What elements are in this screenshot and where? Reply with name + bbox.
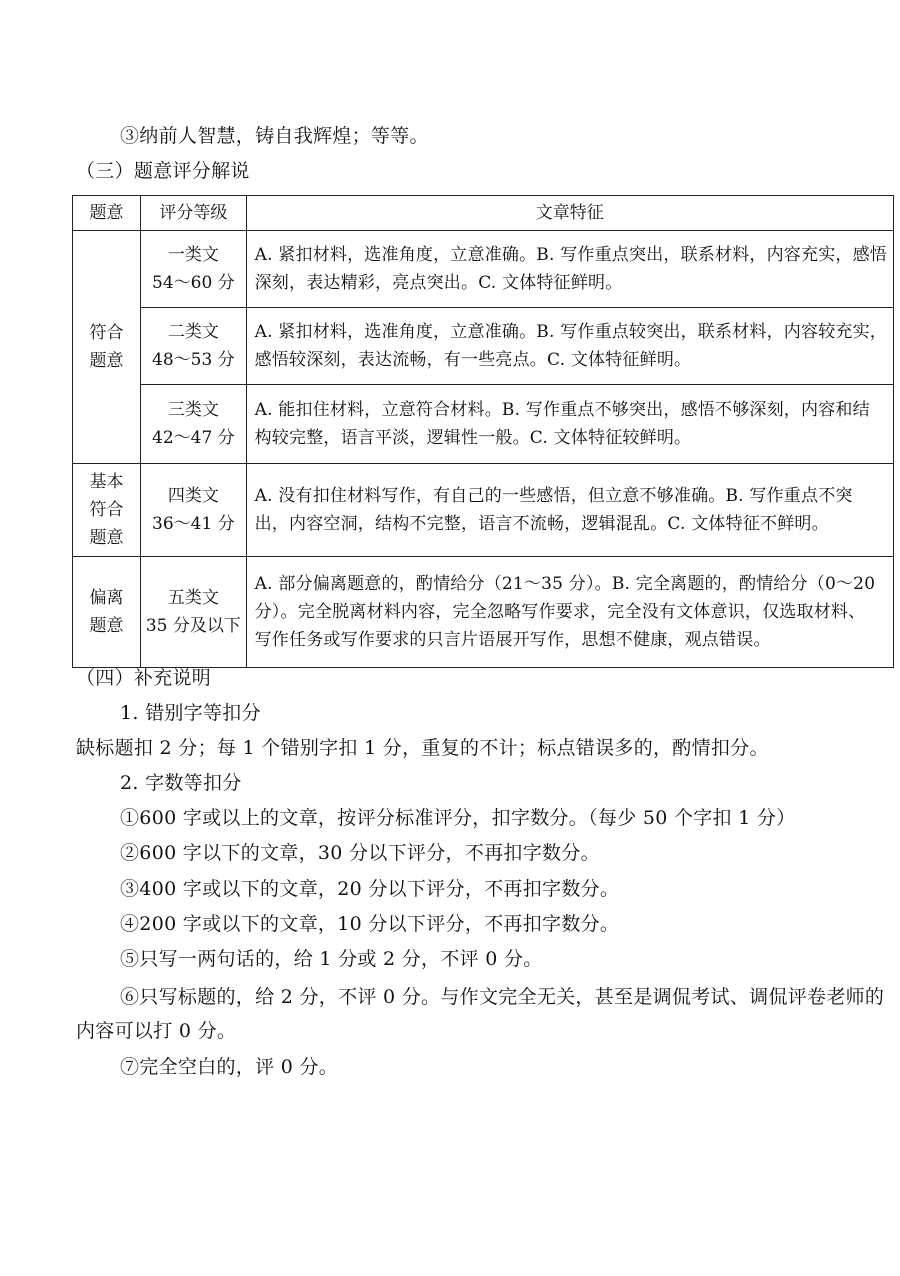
header-features: 文章特征 bbox=[246, 196, 893, 231]
grade-range: 42～47 分 bbox=[152, 428, 235, 448]
item-1-text: 缺标题扣 2 分；每 1 个错别字扣 1 分，重复的不计；标点错误多的，酌情扣分。 bbox=[76, 737, 769, 759]
grade-name: 三类文 bbox=[167, 400, 219, 420]
feature-cell bbox=[246, 231, 893, 308]
word-count-rule: ①600 字或以上的文章，按评分标准评分，扣字数分。（每少 50 个字扣 1 分） bbox=[120, 807, 796, 829]
feature-line: 写作任务或写作要求的只言片语展开写作，思想不健康，观点错误。 bbox=[254, 630, 771, 650]
grade-range: 35 分及以下 bbox=[145, 616, 241, 636]
section-3-heading: （三）题意评分解说 bbox=[76, 160, 250, 182]
feature-line: A. 部分偏离题意的，酌情给分（21～35 分）。B. 完全离题的，酌情给分（0～20 bbox=[254, 574, 876, 594]
feature-line: A. 紧扣材料，选准角度，立意准确。B. 写作重点突出，联系材料，内容充实，感悟 bbox=[254, 245, 887, 265]
group-label-line: 符合 bbox=[89, 500, 124, 520]
grade-range: 54～60 分 bbox=[152, 273, 235, 293]
feature-line: A. 紧扣材料，选准角度，立意准确。B. 写作重点较突出，联系材料，内容较充实， bbox=[254, 322, 887, 342]
group-label-line: 题意 bbox=[89, 616, 124, 636]
feature-line: 出，内容空洞，结构不完整，语言不流畅，逻辑混乱。C. 文体特征不鲜明。 bbox=[254, 514, 829, 534]
header-topic: 题意 bbox=[73, 196, 141, 231]
feature-cell bbox=[246, 385, 893, 464]
table-row bbox=[73, 464, 894, 557]
table-row bbox=[73, 557, 894, 668]
table-row bbox=[73, 308, 894, 385]
item-1-title: 1. 错别字等扣分 bbox=[120, 702, 261, 724]
word-count-rule: ⑤只写一两句话的，给 1 分或 2 分，不评 0 分。 bbox=[120, 948, 543, 970]
grade-name: 二类文 bbox=[167, 322, 219, 342]
feature-line: 构较完整，语言平淡，逻辑性一般。C. 文体特征较鲜明。 bbox=[254, 428, 692, 448]
table-row bbox=[73, 231, 894, 308]
table-row bbox=[73, 385, 894, 464]
feature-line: A. 能扣住材料，立意符合材料。B. 写作重点不够突出，感悟不够深刻，内容和结 bbox=[254, 400, 870, 420]
rule-7: ⑦完全空白的，评 0 分。 bbox=[120, 1056, 339, 1078]
feature-cell bbox=[246, 308, 893, 385]
grade-cell bbox=[141, 557, 247, 668]
grade-cell bbox=[141, 385, 247, 464]
grade-name: 一类文 bbox=[167, 245, 219, 265]
word-count-rule: ②600 字以下的文章，30 分以下评分，不再扣字数分。 bbox=[120, 842, 600, 864]
group-label-line: 题意 bbox=[89, 351, 124, 371]
grade-name: 四类文 bbox=[167, 486, 219, 506]
grade-range: 48～53 分 bbox=[152, 350, 235, 370]
feature-line: A. 没有扣住材料写作，有自己的一些感悟，但立意不够准确。B. 写作重点不突 bbox=[254, 486, 853, 506]
group-label-conforming bbox=[73, 231, 141, 464]
scoring-table bbox=[72, 195, 894, 668]
feature-cell bbox=[246, 464, 893, 557]
word-count-rule: ④200 字或以下的文章，10 分以下评分，不再扣字数分。 bbox=[120, 913, 620, 935]
grade-cell bbox=[141, 308, 247, 385]
intro-item-3: ③纳前人智慧，铸自我辉煌；等等。 bbox=[120, 125, 429, 147]
group-label-line: 基本 bbox=[89, 472, 124, 492]
grade-cell bbox=[141, 231, 247, 308]
feature-line: 感悟较深刻，表达流畅，有一些亮点。C. 文体特征鲜明。 bbox=[254, 350, 692, 370]
word-count-rule: ③400 字或以下的文章，20 分以下评分，不再扣字数分。 bbox=[120, 878, 620, 900]
rule-6-line-1: ⑥只写标题的，给 2 分，不评 0 分。与作文完全无关，甚至是调侃考试、调侃评卷老师的 bbox=[120, 986, 885, 1008]
group-label-basic bbox=[73, 464, 141, 557]
section-4-heading: （四）补充说明 bbox=[76, 667, 212, 689]
table-header-row bbox=[73, 196, 894, 231]
grade-name: 五类文 bbox=[167, 588, 219, 608]
group-label-line: 符合 bbox=[89, 323, 124, 343]
group-label-off-topic bbox=[73, 557, 141, 668]
group-label-line: 题意 bbox=[89, 528, 124, 548]
feature-line: 深刻，表达精彩，亮点突出。C. 文体特征鲜明。 bbox=[254, 273, 623, 293]
grade-range: 36～41 分 bbox=[152, 514, 235, 534]
feature-line: 分）。完全脱离材料内容，完全忽略写作要求，完全没有文体意识，仅选取材料、 bbox=[254, 602, 866, 622]
feature-cell bbox=[246, 557, 893, 668]
grade-cell bbox=[141, 464, 247, 557]
rule-6-line-2: 内容可以打 0 分。 bbox=[76, 1020, 237, 1042]
group-label-line: 偏离 bbox=[89, 588, 124, 608]
header-grade: 评分等级 bbox=[141, 196, 247, 231]
item-2-title: 2. 字数等扣分 bbox=[120, 772, 242, 794]
